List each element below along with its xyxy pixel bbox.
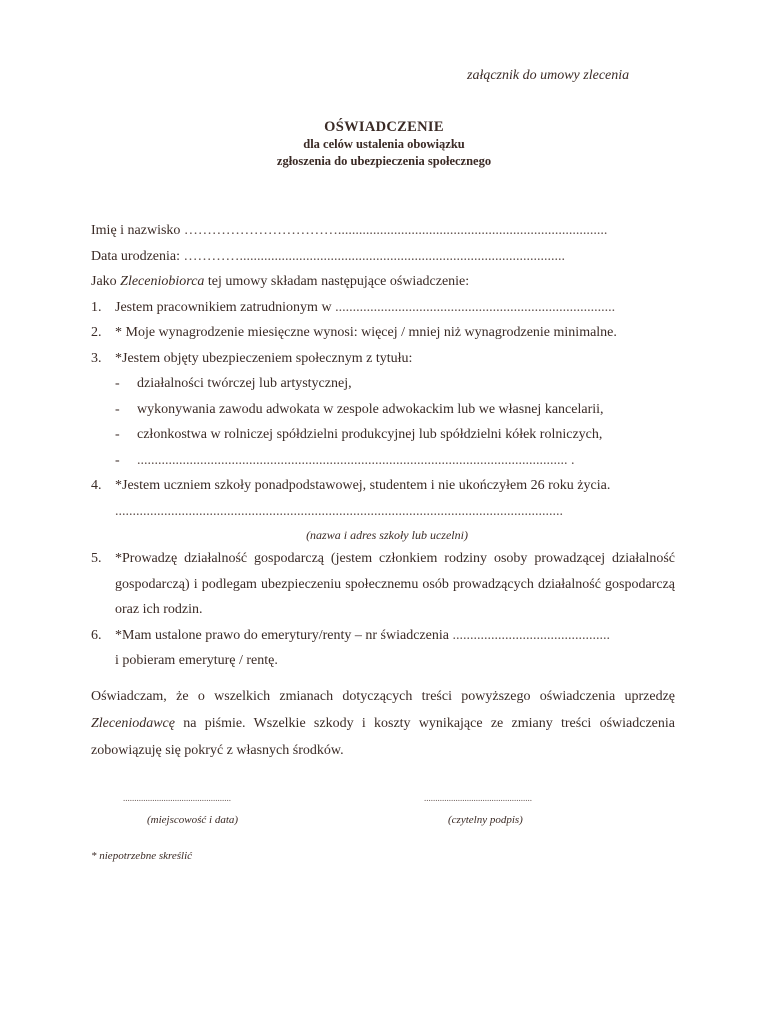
attachment-note: załącznik do umowy zlecenia xyxy=(467,68,630,83)
declaration-part-2: na piśmie. Wszelkie szkody i koszty wynikające ze zmiany treści oświadczenia zobowiązuję się pokryć z własnych środków. xyxy=(91,716,675,758)
intro-prefix: Jako xyxy=(91,274,117,289)
name-field-label: Imię i nazwisko xyxy=(91,223,181,238)
sub-item-dash: - xyxy=(115,401,120,417)
name-field-row xyxy=(91,218,675,244)
item-number: 2. xyxy=(91,325,102,340)
declaration-role: Zleceniodawcę xyxy=(91,716,175,731)
birth-date-field-blank[interactable]: …………............................................................................................. xyxy=(183,248,566,264)
place-date-blank[interactable]: ................................................ xyxy=(123,793,231,803)
sub-item-dash: - xyxy=(115,376,120,391)
school-caption: (nazwa i adres szkoły lub uczelni) xyxy=(306,528,468,542)
item-text: * Moje wynagrodzenie miesięczne wynosi: więcej / mniej niż wynagrodzenie minimalne. xyxy=(115,325,617,340)
signature-blank[interactable]: ................................................ xyxy=(424,793,532,803)
sub-item xyxy=(91,397,675,423)
document-subtitle-1: dla celów ustalenia obowiązku xyxy=(303,137,465,151)
document-heading xyxy=(0,119,768,170)
item-text: *Jestem uczniem szkoły ponadpodstawowej, studentem i nie ukończyłem 26 roku życia. xyxy=(115,478,611,493)
sub-item-dash: - xyxy=(115,427,120,442)
sub-item xyxy=(91,422,675,448)
sub-item-text: wykonywania zawodu adwokata w zespole adwokackim lub we własnej kancelarii, xyxy=(137,401,604,417)
item-text: *Jestem objęty ubezpieczeniem społecznym z tytułu: xyxy=(115,350,413,366)
item-6 xyxy=(91,623,675,649)
other-title-blank[interactable]: ........................................................................................................................... . xyxy=(137,452,575,468)
sub-item xyxy=(91,371,675,397)
item-2 xyxy=(91,320,675,346)
item-text: *Prowadzę działalność gospodarczą (jestem członkiem rodziny osoby prowadzącej działalność gospodarczą) i podlegam ubezpieczeniu społecznemu osób prowadzących działalność gospodarczą oraz ich rodzin. xyxy=(115,551,675,617)
item-4 xyxy=(91,473,675,499)
footnote: * niepotrzebne skreślić xyxy=(91,850,193,862)
signature-label: (czytelny podpis) xyxy=(448,814,523,826)
item-5 xyxy=(91,546,675,623)
item-text: Jestem pracownikiem zatrudnionym w xyxy=(115,299,332,315)
pension-number-blank[interactable]: ............................................. xyxy=(452,627,610,643)
employer-blank[interactable]: ................................................................................ xyxy=(335,299,616,315)
item-number: 1. xyxy=(91,299,102,315)
statement-body xyxy=(91,218,675,674)
document-title: OŚWIADCZENIE xyxy=(324,119,444,135)
sub-item-other xyxy=(91,448,675,474)
item-text: *Mam ustalone prawo do emerytury/renty – nr świadczenia xyxy=(115,627,449,643)
item-1 xyxy=(91,295,675,321)
name-field-blank[interactable]: ……………………………............................................................................. xyxy=(183,223,608,238)
declaration-paragraph xyxy=(91,683,675,764)
intro-suffix: tej umowy składam następujące oświadczenie: xyxy=(207,274,470,289)
item-number: 3. xyxy=(91,350,102,366)
item-number: 5. xyxy=(91,551,102,566)
intro-role: Zleceniobiorca xyxy=(120,274,205,289)
declaration-part-1: Oświadczam, że o wszelkich zmianach dotyczących treści powyższego oświadczenia uprzedzę xyxy=(91,689,675,704)
sub-item-text: działalności twórczej lub artystycznej, xyxy=(137,376,352,391)
place-date-label: (miejscowość i data) xyxy=(147,814,239,826)
birth-date-field-label: Data urodzenia: xyxy=(91,248,181,264)
item-6-continuation: i pobieram emeryturę / rentę. xyxy=(115,653,278,668)
item-3 xyxy=(91,346,675,372)
item-number: 4. xyxy=(91,478,102,493)
sub-item-dash: - xyxy=(115,452,120,468)
school-blank[interactable]: ................................................................................................................................ xyxy=(115,503,563,519)
sub-item-text: członkostwa w rolniczej spółdzielni produkcyjnej lub spółdzielni kółek rolniczych, xyxy=(137,427,603,442)
intro-line xyxy=(91,269,675,295)
document-subtitle-2: zgłoszenia do ubezpieczenia społecznego xyxy=(276,154,492,168)
birth-date-field-row xyxy=(91,244,675,270)
item-number: 6. xyxy=(91,627,102,643)
